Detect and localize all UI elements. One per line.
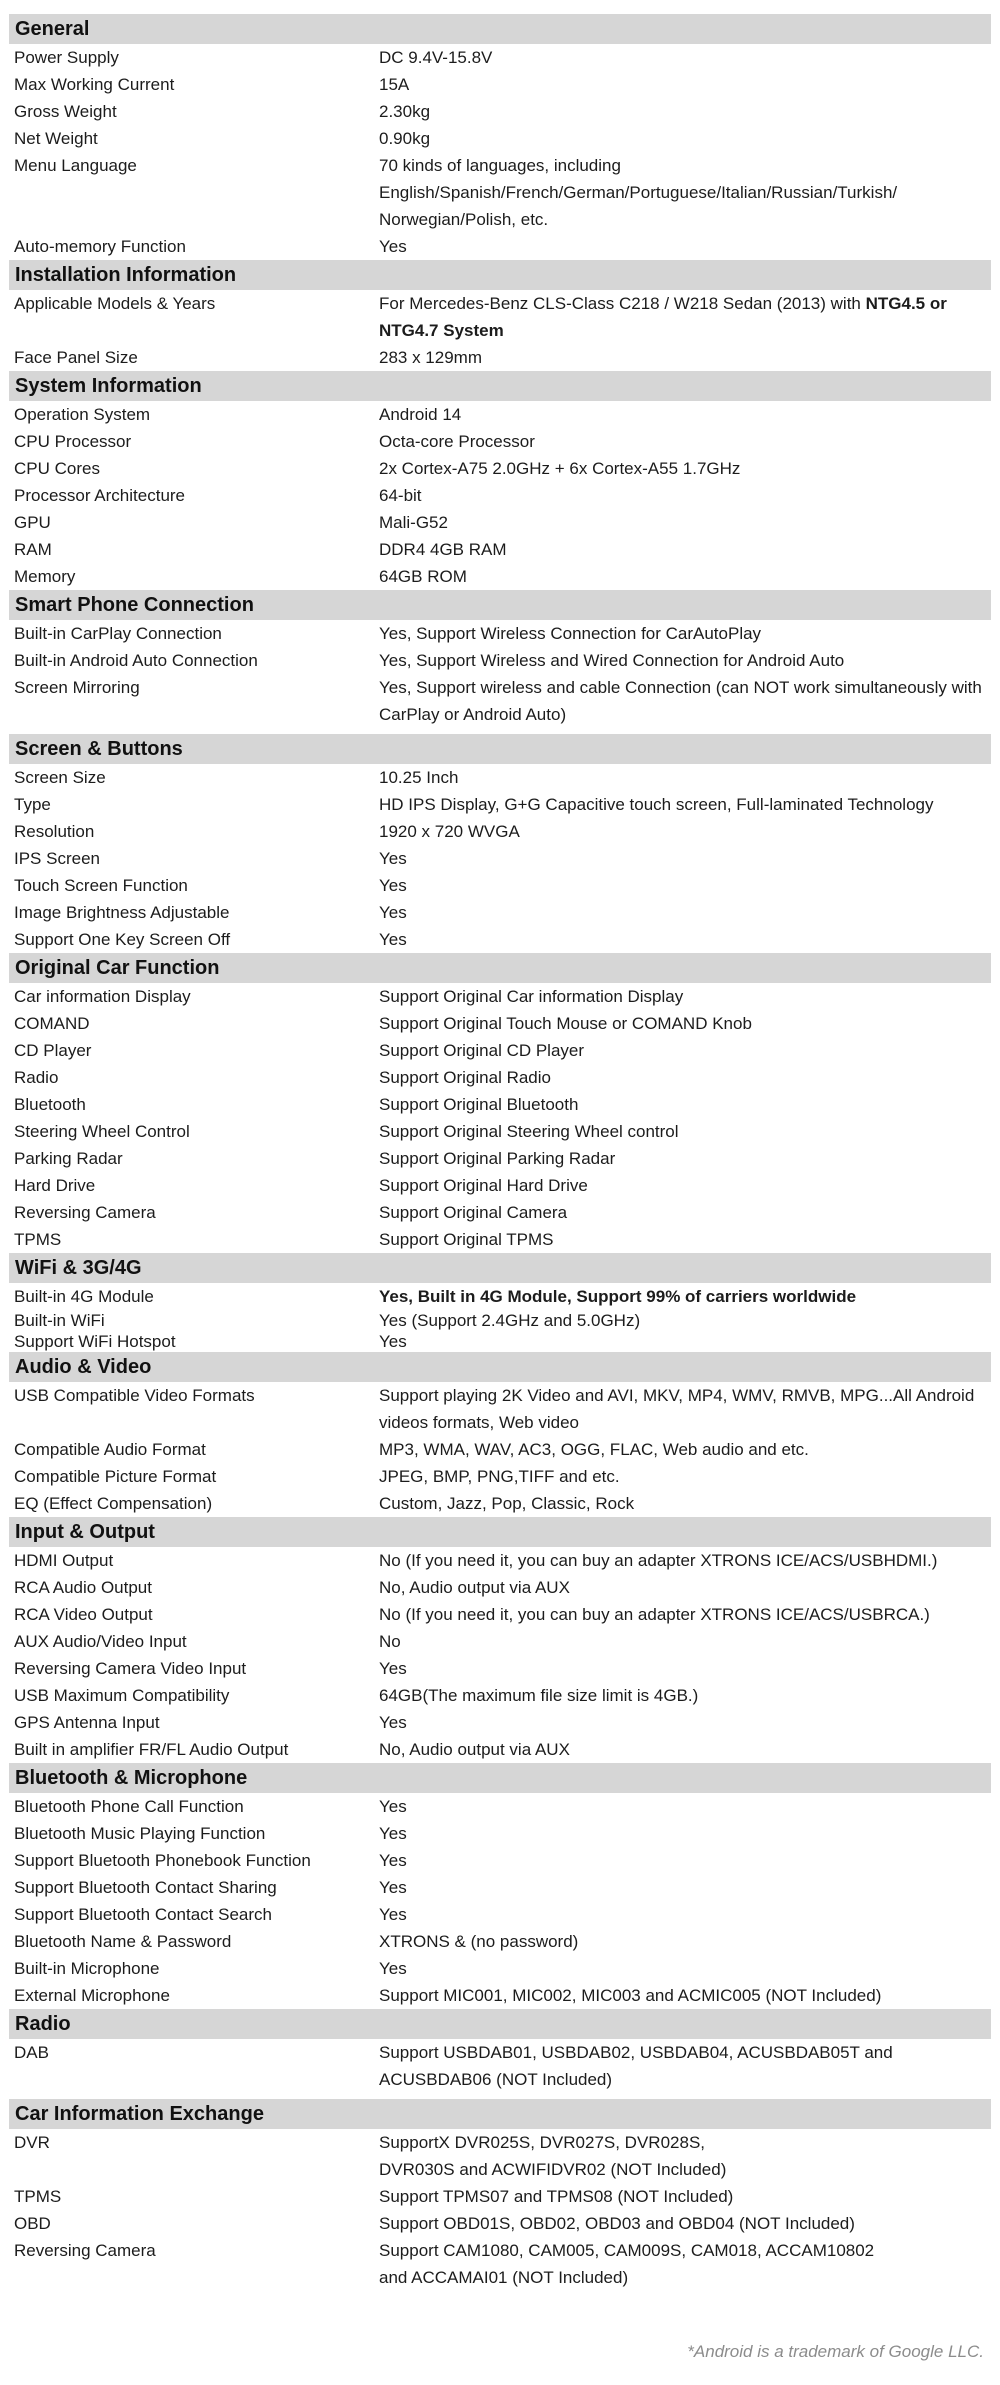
spec-value: Yes, Support Wireless and Wired Connection for Android Auto — [379, 651, 845, 670]
spec-row — [9, 1490, 991, 1517]
spec-label: Max Working Current — [14, 75, 175, 94]
spec-label: Built-in 4G Module — [14, 1287, 154, 1306]
spec-label: Applicable Models & Years — [14, 294, 216, 313]
spec-label: Power Supply — [14, 48, 119, 67]
spec-row — [9, 1874, 991, 1901]
section-header-original-car: Original Car Function — [9, 953, 991, 983]
spec-value: Octa-core Processor — [379, 432, 535, 451]
spec-value: Support Original Touch Mouse or COMAND Knob — [379, 1014, 752, 1033]
section-header-bluetooth-microphone: Bluetooth & Microphone — [9, 1763, 991, 1793]
spec-row — [9, 233, 991, 260]
spec-row — [9, 563, 991, 590]
spec-row — [9, 899, 991, 926]
spec-label: Support Bluetooth Contact Sharing — [14, 1878, 277, 1897]
spec-label: Radio — [14, 1068, 59, 1087]
spec-value: Yes (Support 2.4GHz and 5.0GHz) — [379, 1311, 641, 1330]
spec-value: Support Original CD Player — [379, 1041, 585, 1060]
spec-row — [9, 1037, 991, 1064]
spec-value: Yes, Support wireless and cable Connection (can NOT work simultaneously with CarPlay or Android Auto) — [379, 678, 982, 724]
section-header-installation: Installation Information — [9, 260, 991, 290]
spec-label: RCA Video Output — [14, 1605, 153, 1624]
spec-row — [9, 98, 991, 125]
spec-label: Support One Key Screen Off — [14, 930, 231, 949]
spec-label: GPS Antenna Input — [14, 1713, 160, 1732]
spec-row — [9, 1331, 991, 1352]
spec-label: Built-in CarPlay Connection — [14, 624, 222, 643]
spec-value: Yes — [379, 1878, 407, 1897]
section-header-radio: Radio — [9, 2009, 991, 2039]
spec-label: HDMI Output — [14, 1551, 114, 1570]
spec-row — [9, 764, 991, 791]
spec-value: Support OBD01S, OBD02, OBD03 and OBD04 (NOT Included) — [379, 2214, 855, 2233]
spec-row — [9, 2210, 991, 2237]
spec-value — [379, 290, 991, 344]
spec-label: Operation System — [14, 405, 151, 424]
spec-row — [9, 152, 991, 233]
spec-row — [9, 428, 991, 455]
spec-label: Net Weight — [14, 129, 98, 148]
spec-label: Support WiFi Hotspot — [14, 1332, 176, 1351]
spec-value: Yes — [379, 1851, 407, 1870]
spec-value: 2.30kg — [379, 102, 431, 121]
spec-row — [9, 647, 991, 674]
spec-row — [9, 1172, 991, 1199]
spec-label: Resolution — [14, 822, 95, 841]
spec-row — [9, 845, 991, 872]
spec-row — [9, 509, 991, 536]
spec-value-line2: DVR030S and ACWIFIDVR02 (NOT Included) — [379, 2160, 727, 2179]
spec-label: COMAND — [14, 1014, 90, 1033]
spec-row — [9, 2129, 991, 2183]
spec-value: Support Original Bluetooth — [379, 1095, 579, 1114]
spec-value: 0.90kg — [379, 129, 431, 148]
spec-label: Type — [14, 795, 51, 814]
spec-row — [9, 536, 991, 563]
spec-label: Steering Wheel Control — [14, 1122, 190, 1141]
spec-value-bold: Yes, Built in 4G Module, Support 99% of carriers worldwide — [379, 1287, 857, 1306]
spec-value: Custom, Jazz, Pop, Classic, Rock — [379, 1494, 635, 1513]
spec-label: EQ (Effect Compensation) — [14, 1494, 213, 1513]
spec-value — [379, 1283, 991, 1310]
trademark-footnote: *Android is a trademark of Google LLC. — [687, 2342, 984, 2361]
spec-row — [9, 1226, 991, 1253]
spec-label: Touch Screen Function — [14, 876, 188, 895]
spec-value: 64GB(The maximum file size limit is 4GB.) — [379, 1686, 699, 1705]
spec-value: XTRONS & (no password) — [379, 1932, 579, 1951]
section-header-wifi: WiFi & 3G/4G — [9, 1253, 991, 1283]
spec-value: Support Original Hard Drive — [379, 1176, 588, 1195]
spec-value: No (If you need it, you can buy an adapter XTRONS ICE/ACS/USBHDMI.) — [379, 1551, 938, 1570]
spec-row — [9, 2039, 991, 2093]
spec-label: Reversing Camera — [14, 1203, 156, 1222]
spec-value: 64-bit — [379, 486, 422, 505]
spec-row — [9, 1820, 991, 1847]
spec-value: Yes — [379, 903, 407, 922]
spec-value: 1920 x 720 WVGA — [379, 822, 520, 841]
spec-value: No, Audio output via AUX — [379, 1740, 570, 1759]
section-header-audio-video: Audio & Video — [9, 1352, 991, 1382]
spec-row — [9, 872, 991, 899]
spec-label: AUX Audio/Video Input — [14, 1632, 187, 1651]
spec-label: Auto-memory Function — [14, 237, 186, 256]
spec-value — [379, 2237, 991, 2291]
spec-label: RCA Audio Output — [14, 1578, 152, 1597]
spec-value: Yes — [379, 1959, 407, 1978]
section-header-system: System Information — [9, 371, 991, 401]
spec-row — [9, 674, 991, 728]
spec-row — [9, 1793, 991, 1820]
spec-value: 283 x 129mm — [379, 348, 482, 367]
spec-row — [9, 125, 991, 152]
spec-value: Yes — [379, 1713, 407, 1732]
spec-row — [9, 482, 991, 509]
spec-value: MP3, WMA, WAV, AC3, OGG, FLAC, Web audio and etc. — [379, 1440, 809, 1459]
spec-row — [9, 1955, 991, 1982]
spec-label: GPU — [14, 513, 51, 532]
spec-label: Built in amplifier FR/FL Audio Output — [14, 1740, 289, 1759]
spec-value: Yes — [379, 1824, 407, 1843]
spec-row — [9, 1574, 991, 1601]
section-header-general: General — [9, 14, 991, 44]
spec-label: Compatible Audio Format — [14, 1440, 206, 1459]
spec-row — [9, 290, 991, 344]
spec-label: CPU Cores — [14, 459, 100, 478]
spec-row — [9, 2237, 991, 2291]
spec-label: Bluetooth Phone Call Function — [14, 1797, 244, 1816]
spec-row — [9, 1091, 991, 1118]
spec-value: Mali-G52 — [379, 513, 448, 532]
spec-label: Parking Radar — [14, 1149, 123, 1168]
spec-label: Car information Display — [14, 987, 191, 1006]
spec-value: No, Audio output via AUX — [379, 1578, 570, 1597]
spec-row — [9, 344, 991, 371]
section-header-car-info-exchange: Car Information Exchange — [9, 2099, 991, 2129]
spec-label: IPS Screen — [14, 849, 100, 868]
spec-value: Yes — [379, 1332, 407, 1351]
spec-row — [9, 1283, 991, 1310]
spec-row — [9, 1682, 991, 1709]
spec-label: CD Player — [14, 1041, 92, 1060]
spec-label: RAM — [14, 540, 52, 559]
section-header-input-output: Input & Output — [9, 1517, 991, 1547]
spec-row — [9, 1463, 991, 1490]
spec-value: Support TPMS07 and TPMS08 (NOT Included) — [379, 2187, 734, 2206]
spec-label: TPMS — [14, 1230, 62, 1249]
spec-label: Hard Drive — [14, 1176, 96, 1195]
spec-value: Yes — [379, 930, 407, 949]
spec-row — [9, 1982, 991, 2009]
spec-value-bold: NTG4.5 or NTG4.7 System — [379, 294, 947, 340]
spec-value: Support Original Camera — [379, 1203, 568, 1222]
spec-value: 64GB ROM — [379, 567, 467, 586]
spec-label: CPU Processor — [14, 432, 132, 451]
spec-value: Support USBDAB01, USBDAB02, USBDAB04, ACUSBDAB05T and ACUSBDAB06 (NOT Included) — [379, 2043, 893, 2089]
spec-value: 70 kinds of languages, including English/Spanish/French/German/Portuguese/Italian/Russian/Turkish/ Norwegian/Polish, etc. — [379, 156, 898, 229]
spec-row — [9, 71, 991, 98]
spec-label: Bluetooth Music Playing Function — [14, 1824, 266, 1843]
spec-value: 15A — [379, 75, 410, 94]
spec-label: Image Brightness Adjustable — [14, 903, 230, 922]
spec-row — [9, 44, 991, 71]
spec-value: Yes, Support Wireless Connection for CarAutoPlay — [379, 624, 762, 643]
spec-value: DDR4 4GB RAM — [379, 540, 507, 559]
spec-value: JPEG, BMP, PNG,TIFF and etc. — [379, 1467, 620, 1486]
spec-label: External Microphone — [14, 1986, 170, 2005]
spec-value: Support Original TPMS — [379, 1230, 554, 1249]
spec-label: Bluetooth — [14, 1095, 86, 1114]
spec-row — [9, 983, 991, 1010]
spec-row — [9, 791, 991, 818]
spec-value-text: For Mercedes-Benz CLS-Class C218 / W218 Sedan (2013) with — [379, 294, 866, 313]
spec-label: USB Maximum Compatibility — [14, 1686, 230, 1705]
spec-label: Support Bluetooth Contact Search — [14, 1905, 272, 1924]
spec-row — [9, 1655, 991, 1682]
spec-label: Face Panel Size — [14, 348, 138, 367]
spec-label: Compatible Picture Format — [14, 1467, 217, 1486]
spec-label: Gross Weight — [14, 102, 117, 121]
spec-value: 10.25 Inch — [379, 768, 459, 787]
spec-value: Yes — [379, 1659, 407, 1678]
spec-row — [9, 1736, 991, 1763]
spec-label: Menu Language — [14, 156, 137, 175]
spec-row — [9, 455, 991, 482]
spec-value: DC 9.4V-15.8V — [379, 48, 493, 67]
spec-label: Reversing Camera — [14, 2241, 156, 2260]
spec-row — [9, 1601, 991, 1628]
spec-value-line1: SupportX DVR025S, DVR027S, DVR028S, — [379, 2133, 706, 2152]
spec-row — [9, 1310, 991, 1331]
spec-row — [9, 818, 991, 845]
spec-row — [9, 1547, 991, 1574]
spec-value-line2: and ACCAMAI01 (NOT Included) — [379, 2268, 629, 2287]
spec-value: Support Original Steering Wheel control — [379, 1122, 679, 1141]
spec-label: Support Bluetooth Phonebook Function — [14, 1851, 311, 1870]
spec-label: Screen Size — [14, 768, 106, 787]
spec-row — [9, 1628, 991, 1655]
spec-value: Yes — [379, 1905, 407, 1924]
spec-sheet — [9, 14, 991, 2291]
spec-label: Memory — [14, 567, 76, 586]
spec-label: Reversing Camera Video Input — [14, 1659, 247, 1678]
spec-value-line1: Support CAM1080, CAM005, CAM009S, CAM018, ACCAM10802 — [379, 2241, 875, 2260]
spec-label: Built-in Microphone — [14, 1959, 160, 1978]
spec-label: TPMS — [14, 2187, 62, 2206]
spec-label: Bluetooth Name & Password — [14, 1932, 232, 1951]
spec-value: HD IPS Display, G+G Capacitive touch screen, Full-laminated Technology — [379, 795, 934, 814]
spec-row — [9, 1010, 991, 1037]
spec-value: Yes — [379, 237, 407, 256]
spec-value: 2x Cortex-A75 2.0GHz + 6x Cortex-A55 1.7GHz — [379, 459, 741, 478]
spec-label: OBD — [14, 2214, 51, 2233]
spec-label: Processor Architecture — [14, 486, 186, 505]
spec-value: Yes — [379, 1797, 407, 1816]
spec-row — [9, 1118, 991, 1145]
spec-label: Screen Mirroring — [14, 678, 140, 697]
spec-label: DVR — [14, 2133, 50, 2152]
spec-row — [9, 401, 991, 428]
section-header-screen-buttons: Screen & Buttons — [9, 734, 991, 764]
section-header-smart-phone: Smart Phone Connection — [9, 590, 991, 620]
spec-row — [9, 1382, 991, 1436]
spec-label: USB Compatible Video Formats — [14, 1386, 255, 1405]
spec-row — [9, 2183, 991, 2210]
spec-row — [9, 1901, 991, 1928]
spec-value: No — [379, 1632, 401, 1651]
spec-value: Support Original Car information Display — [379, 987, 684, 1006]
spec-row — [9, 1709, 991, 1736]
spec-label: Built-in WiFi — [14, 1311, 105, 1330]
spec-row — [9, 1847, 991, 1874]
spec-value: Yes — [379, 849, 407, 868]
spec-value: Support playing 2K Video and AVI, MKV, MP4, WMV, RMVB, MPG...All Android videos formats, Web video — [379, 1386, 975, 1432]
spec-value: Support Original Parking Radar — [379, 1149, 616, 1168]
spec-label: Built-in Android Auto Connection — [14, 651, 258, 670]
spec-row — [9, 620, 991, 647]
spec-value: Support Original Radio — [379, 1068, 551, 1087]
spec-value — [379, 2129, 991, 2183]
spec-row — [9, 1199, 991, 1226]
spec-row — [9, 1145, 991, 1172]
spec-label: DAB — [14, 2043, 49, 2062]
spec-value: Android 14 — [379, 405, 462, 424]
spec-row — [9, 1064, 991, 1091]
spec-value: Support MIC001, MIC002, MIC003 and ACMIC005 (NOT Included) — [379, 1986, 882, 2005]
spec-value: No (If you need it, you can buy an adapter XTRONS ICE/ACS/USBRCA.) — [379, 1605, 930, 1624]
spec-row — [9, 926, 991, 953]
spec-value: Yes — [379, 876, 407, 895]
spec-row — [9, 1436, 991, 1463]
spec-row — [9, 1928, 991, 1955]
